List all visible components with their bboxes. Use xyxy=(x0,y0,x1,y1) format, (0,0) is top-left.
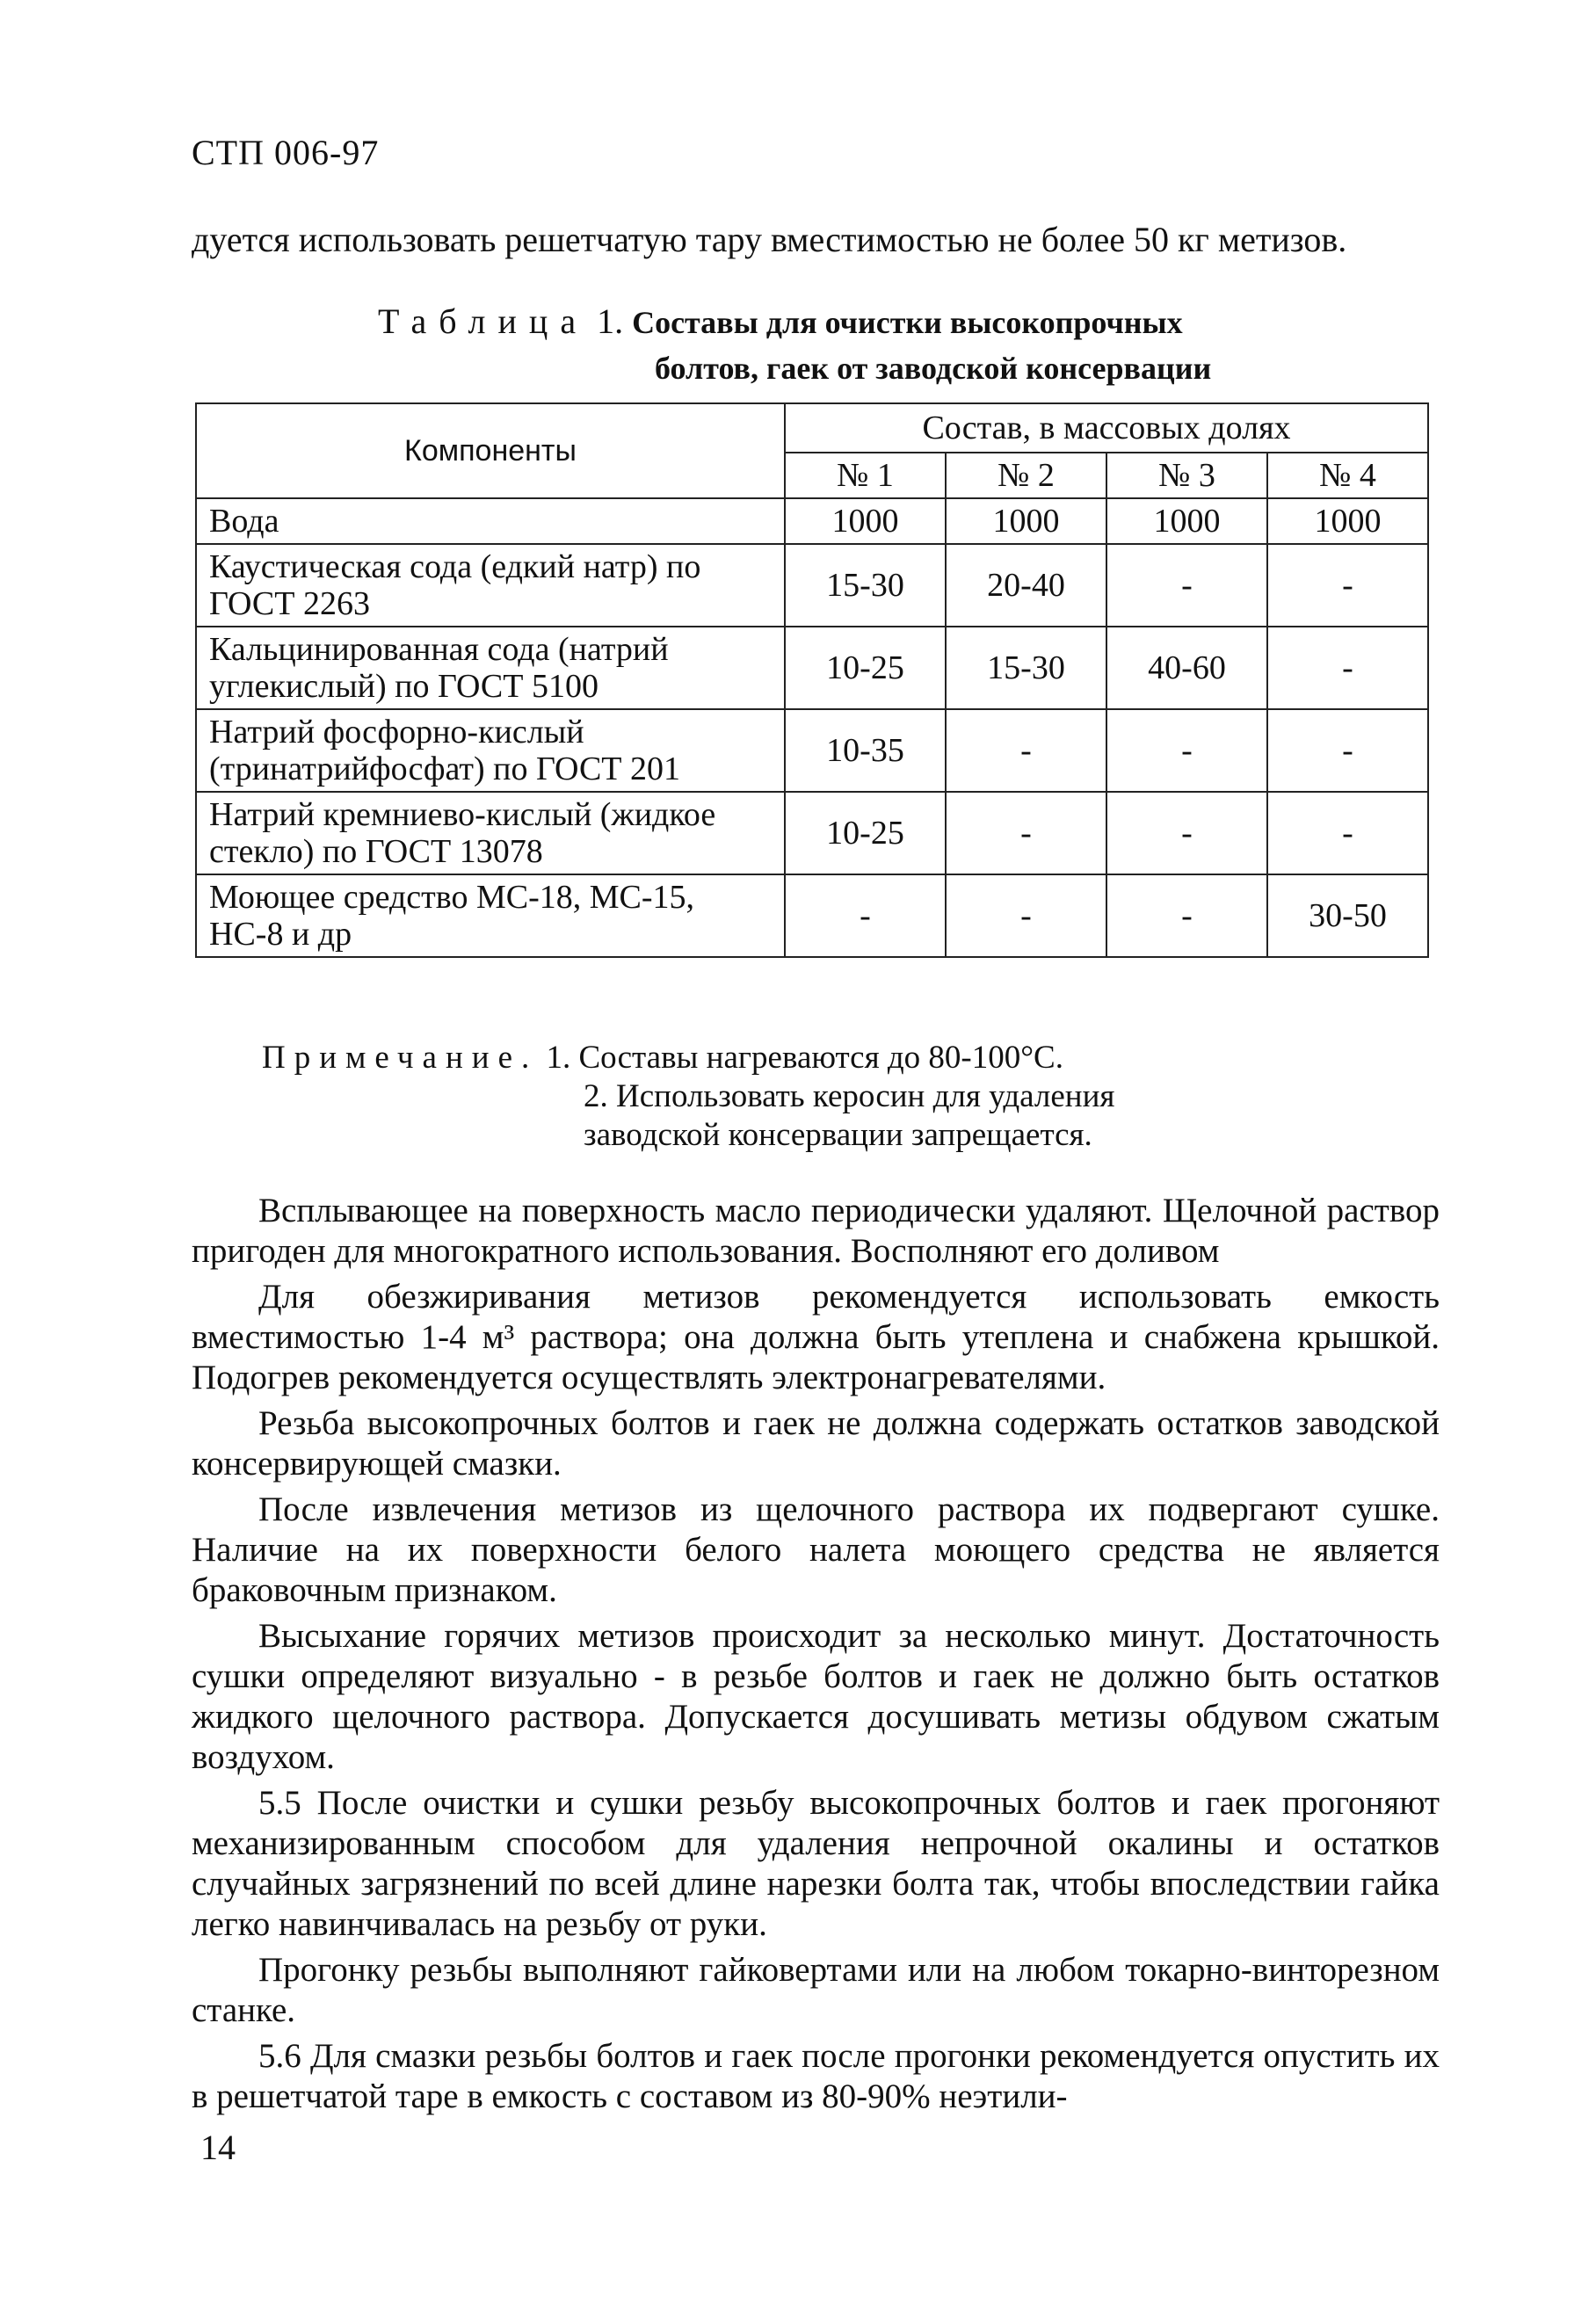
table-row xyxy=(196,874,1428,957)
table-cell-value: - xyxy=(1267,544,1428,627)
table-subheader-4: № 4 xyxy=(1267,453,1428,498)
notes-label: Примечание. xyxy=(262,1040,539,1076)
table-cell-value: - xyxy=(1267,792,1428,874)
table-cell-value: 10-25 xyxy=(785,627,946,709)
table-cell-value: 20-40 xyxy=(946,544,1106,627)
table-cell-value: 1000 xyxy=(1106,498,1267,544)
table-cell-value: 10-25 xyxy=(785,792,946,874)
paragraph: Резьба высокопрочных болтов и гаек не должна содержать остатков заводской консервирующей смазки. xyxy=(192,1404,1440,1483)
table-cell-value: - xyxy=(946,709,1106,792)
table-cell-value: - xyxy=(946,792,1106,874)
table-row xyxy=(196,498,1428,544)
table-cell-value: 15-30 xyxy=(946,627,1106,709)
table-row xyxy=(196,544,1428,627)
table-row xyxy=(196,709,1428,792)
table-caption-prefix: Таблица xyxy=(378,301,589,341)
table-subheader-1: № 1 xyxy=(785,453,946,498)
table-subheader-2: № 2 xyxy=(946,453,1106,498)
paragraph: Для обезжиривания метизов рекомендуется использовать емкость вместимостью 1-4 м³ раствора; она должна быть утеплена и снабжена крышкой. Подогрев рекомендуется осуществлять электронагревателями. xyxy=(192,1278,1440,1396)
table-cell-component: Каустическая сода (едкий натр) по ГОСТ 2263 xyxy=(196,544,785,627)
table-cell-value: 1000 xyxy=(785,498,946,544)
table-row xyxy=(196,627,1428,709)
table-cell-component: Вода xyxy=(196,498,785,544)
page-number: 14 xyxy=(200,2128,236,2167)
paragraph: Прогонку резьбы выполняют гайковертами или на любом токарно-винторезном станке. xyxy=(192,1951,1440,2029)
table-cell-value: 30-50 xyxy=(1267,874,1428,957)
table-cell-value: - xyxy=(1106,792,1267,874)
table-notes xyxy=(262,1039,1114,1155)
table-cell-value: 1000 xyxy=(1267,498,1428,544)
table-cell-value: 15-30 xyxy=(785,544,946,627)
table-cell-component: Натрий кремниево-кислый (жидкое стекло) по ГОСТ 13078 xyxy=(196,792,785,874)
table-cell-value: - xyxy=(1267,709,1428,792)
table-cell-value: - xyxy=(1267,627,1428,709)
table-cell-value: - xyxy=(1106,709,1267,792)
composition-table xyxy=(195,402,1429,958)
table-cell-component: Моющее средство МС-18, МС-15, НС-8 и др xyxy=(196,874,785,957)
note-2-line1: 2. Использовать керосин для удаления xyxy=(584,1078,1115,1114)
table-cell-value: 10-35 xyxy=(785,709,946,792)
table-caption-title-line1: Составы для очистки высокопрочных xyxy=(632,305,1183,340)
table-cell-component: Натрий фосфорно-кислый (тринатрийфосфат) по ГОСТ 201 xyxy=(196,709,785,792)
table-caption-number: 1. xyxy=(597,301,624,341)
paragraph: 5.5 После очистки и сушки резьбу высокопрочных болтов и гаек прогоняют механизированным способом для удаления непрочной окалины и остатков случайных загрязнений по всей длине нарезки болта так, чтобы впоследствии гайка легко навинчивалась на резьбу от руки. xyxy=(192,1784,1440,1943)
body-text xyxy=(192,1191,1440,2122)
table-row xyxy=(196,792,1428,874)
table-cell-value: 1000 xyxy=(946,498,1106,544)
paragraph: После извлечения метизов из щелочного раствора их подвергают сушке. Наличие на их поверхности белого налета моющего средства не является браковочным признаком. xyxy=(192,1490,1440,1609)
note-2-line2: заводской консервации запрещается. xyxy=(584,1117,1092,1153)
table-header-composition: Состав, в массовых долях xyxy=(785,403,1428,453)
paragraph: Всплывающее на поверхность масло периодически удаляют. Щелочной раствор пригоден для многократного использования. Восполняют его доливом xyxy=(192,1192,1440,1270)
table-cell-value: - xyxy=(1106,874,1267,957)
paragraph: Высыхание горячих метизов происходит за несколько минут. Достаточность сушки определяют визуально - в резьбе болтов и гаек не должно быть остатков жидкого щелочного раствора. Допускается досушивать метизы обдувом сжатым воздухом. xyxy=(192,1617,1440,1776)
table-caption xyxy=(378,299,1211,391)
page-header: СТП 006-97 xyxy=(192,133,380,172)
note-1: 1. Составы нагреваются до 80-100°С. xyxy=(546,1040,1063,1076)
table-subheader-3: № 3 xyxy=(1106,453,1267,498)
table-caption-title-line2: болтов, гаек от заводской консервации xyxy=(655,351,1212,386)
paragraph: 5.6 Для смазки резьбы болтов и гаек после прогонки рекомендуется опустить их в решетчатой таре в емкость с составом из 80-90% неэтили- xyxy=(192,2037,1440,2115)
table-cell-value: - xyxy=(785,874,946,957)
table-header-components: Компоненты xyxy=(196,403,785,498)
table-cell-value: 40-60 xyxy=(1106,627,1267,709)
table-cell-component: Кальцинированная сода (натрий углекислый) по ГОСТ 5100 xyxy=(196,627,785,709)
intro-text: дуется использовать решетчатую тару вместимостью не более 50 кг метизов. xyxy=(192,220,1347,259)
table-cell-value: - xyxy=(946,874,1106,957)
table-cell-value: - xyxy=(1106,544,1267,627)
